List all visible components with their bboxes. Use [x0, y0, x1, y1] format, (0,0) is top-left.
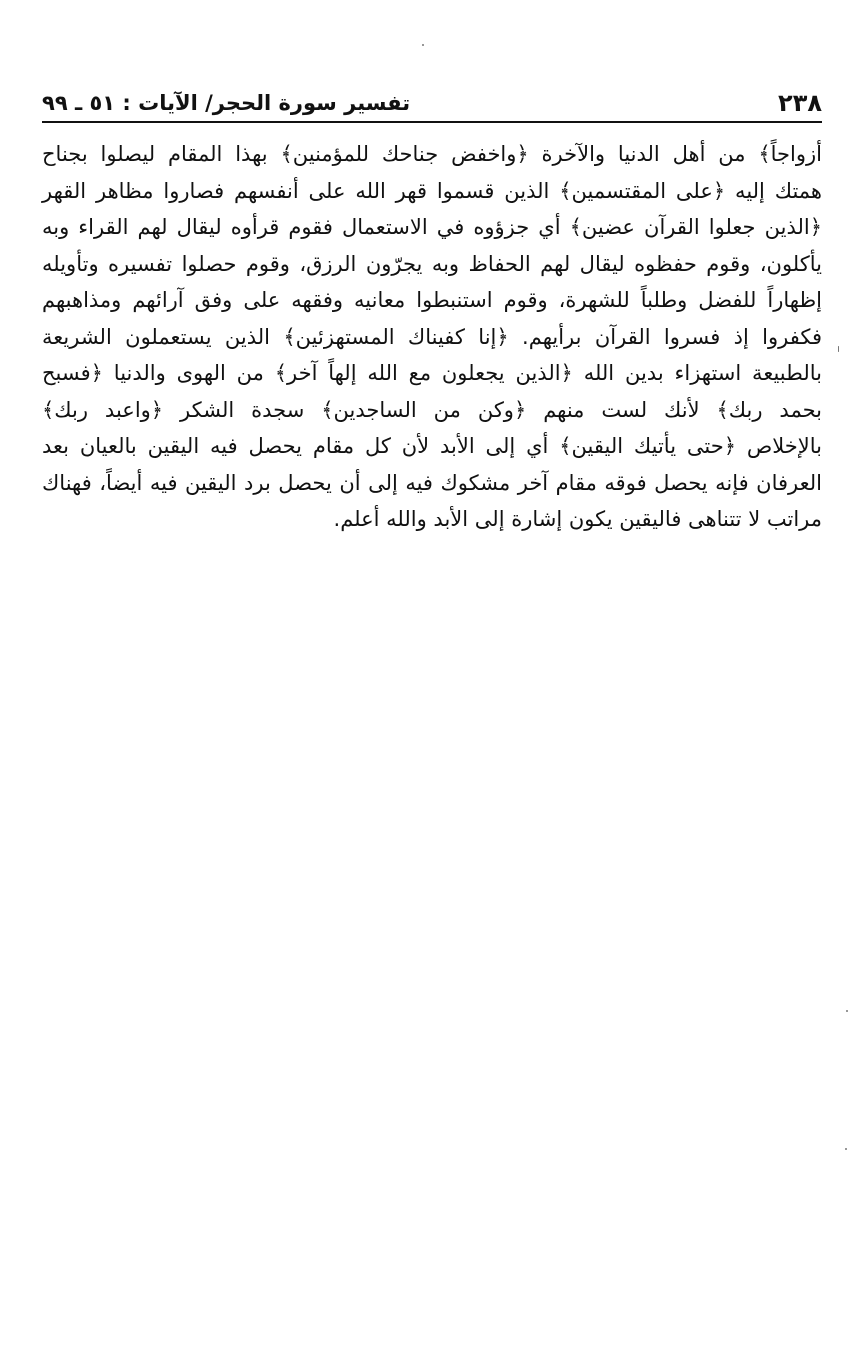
- text-line: بحمد ربك﴾ لأنك لست منهم ﴿وكن من الساجدين﴾ سجدة الشكر ﴿واعبد ربك﴾: [42, 397, 822, 422]
- text-line: العرفان فإنه يحصل فوقه مقام آخر مشكوك فيه إلى أن يحصل برد اليقين فيه أيضاً، فهناك: [42, 470, 822, 495]
- text-line-last: مراتب لا تتناهى فاليقين يكون إشارة إلى الأبد والله أعلم.: [333, 507, 822, 531]
- scan-speck: [846, 1010, 848, 1012]
- page-header: [42, 86, 822, 118]
- text-line: يأكلون، وقوم حفظوه ليقال لهم الحفاظ وبه يجرّون الرزق، وقوم حصلوا تفسيره وتأويله: [42, 251, 822, 276]
- scan-speck: [422, 44, 424, 46]
- text-line: فكفروا إذ فسروا القرآن برأيهم. ﴿إنا كفيناك المستهزئين﴾ الذين يستعملون الشريعة: [42, 324, 822, 349]
- header-rule: [42, 121, 822, 123]
- tafsir-paragraph: [42, 136, 822, 538]
- text-line: إظهاراً للفضل وطلباً للشهرة، وقوم استنبطوا معانيه وفقهه على وفق آرائهم ومذاهبهم: [42, 288, 822, 312]
- page-number: ٢٣٨: [778, 89, 822, 117]
- scan-speck: [838, 346, 839, 352]
- text-line: همتك إليه ﴿على المقتسمين﴾ الذين قسموا قهر الله على أنفسهم فصاروا مظاهر القهر: [42, 178, 822, 203]
- text-line: ﴿الذين جعلوا القرآن عضين﴾ أي جزؤوه في الاستعمال فقوم قرأوه ليقال لهم القراء وبه: [42, 215, 822, 239]
- scan-speck: [845, 1148, 847, 1150]
- running-title: تفسير سورة الحجر/ الآيات : ٥١ ـ ٩٩: [42, 91, 411, 115]
- text-line: بالإخلاص ﴿حتى يأتيك اليقين﴾ أي إلى الأبد لأن كل مقام يحصل فيه اليقين بالعيان بعد: [42, 434, 822, 458]
- text-line: أزواجاً﴾ من أهل الدنيا والآخرة ﴿واخفض جناحك للمؤمنين﴾ بهذا المقام ليصلوا بجناح: [42, 142, 822, 166]
- text-line: بالطبيعة استهزاء بدين الله ﴿الذين يجعلون مع الله إلهاً آخر﴾ من الهوى والدنيا ﴿فسبح: [42, 361, 822, 385]
